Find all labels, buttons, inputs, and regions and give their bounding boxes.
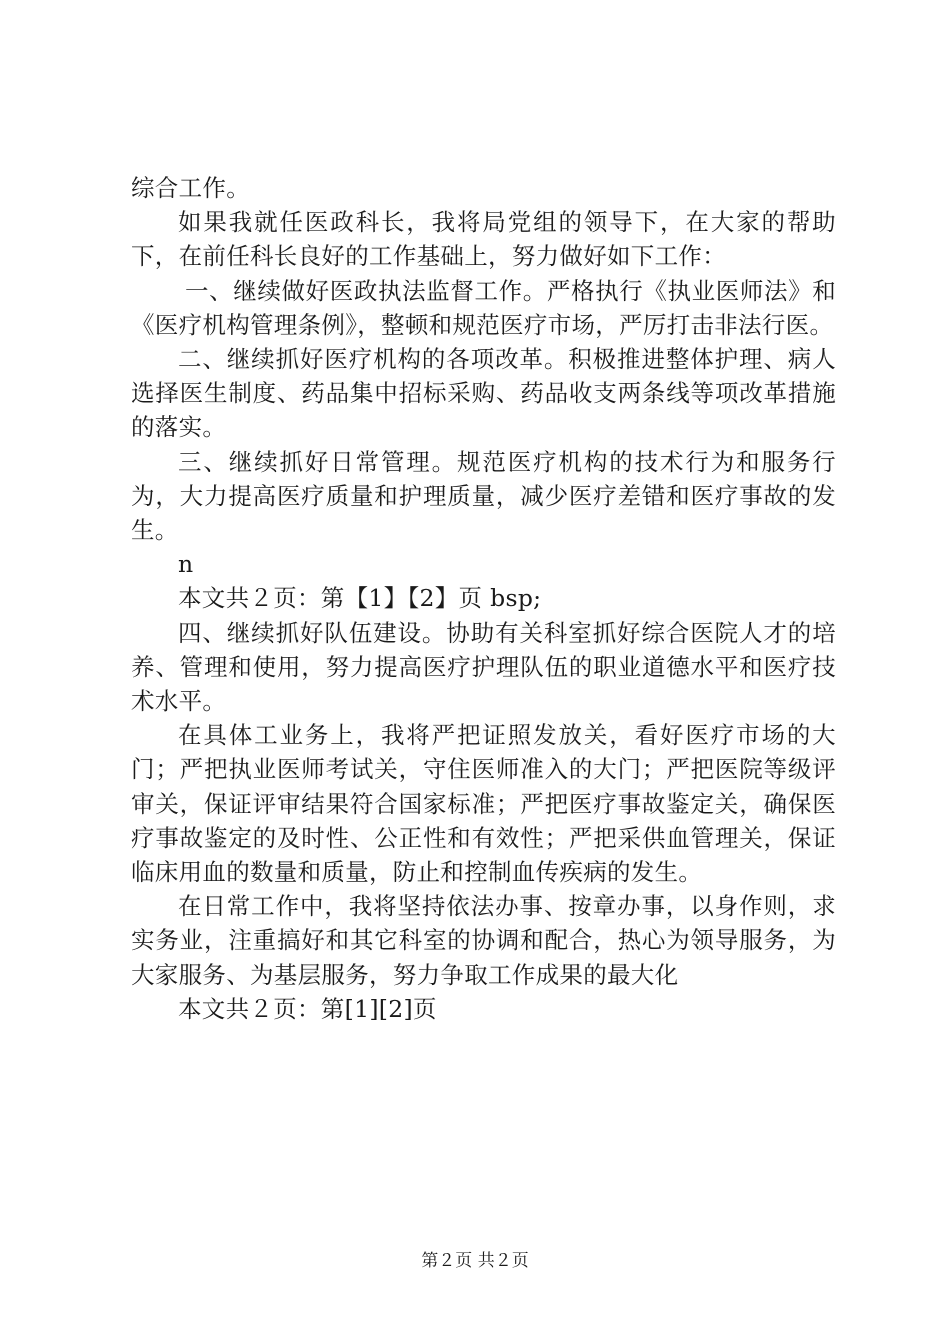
paragraph-specific-work: 在具体工业务上，我将严把证照发放关，看好医疗市场的大门；严把执业医师考试关，守住医师准入的大门；严把医院等级评审关，保证评审结果符合国家标准；严把医疗事故鉴定关，确保医疗事故鉴定的及时性、公正性和有效性；严把采供血管理关，保证临床用血的数量和质量，防止和控制血传疾病的发生。	[131, 721, 836, 887]
paragraph-opening: 如果我就任医政科长，我将局党组的领导下，在大家的帮助下，在前任科长良好的工作基础上，努力做好如下工作：	[131, 208, 836, 271]
page-number-footer: 第２页 共２页	[421, 1251, 529, 1271]
paragraph-item-one: 一、继续做好医政执法监督工作。严格执行《执业医师法》和《医疗机构管理条例》，整顿和规范医疗市场，严厉打击非法行医。	[131, 276, 836, 339]
page-nav-text-2: 本文共２页：第[1][2]页	[178, 994, 437, 1023]
paragraph-item-four: 四、继续抓好队伍建设。协助有关科室抓好综合医院人才的培养、管理和使用，努力提高医疗护理队伍的职业道德水平和医疗技术水平。	[131, 618, 836, 716]
stray-character: n	[178, 550, 194, 579]
document-body	[131, 171, 836, 1026]
paragraph-intro-tail: 综合工作。	[131, 174, 250, 202]
page-nav-text-1: 本文共２页：第【1】【2】页 bsp;	[178, 584, 542, 613]
paragraph-item-three: 三、继续抓好日常管理。规范医疗机构的技术行为和服务行为，大力提高医疗质量和护理质量，减少医疗差错和医疗事故的发生。	[131, 447, 836, 545]
paragraph-daily-work: 在日常工作中，我将坚持依法办事、按章办事，以身作则，求实务业，注重搞好和其它科室的协调和配合，热心为领导服务，为大家服务、为基层服务，努力争取工作成果的最大化	[131, 892, 836, 989]
paragraph-item-two: 二、继续抓好医疗机构的各项改革。积极推进整体护理、病人选择医生制度、药品集中招标采购、药品收支两条线等项改革措施的落实。	[131, 345, 836, 442]
